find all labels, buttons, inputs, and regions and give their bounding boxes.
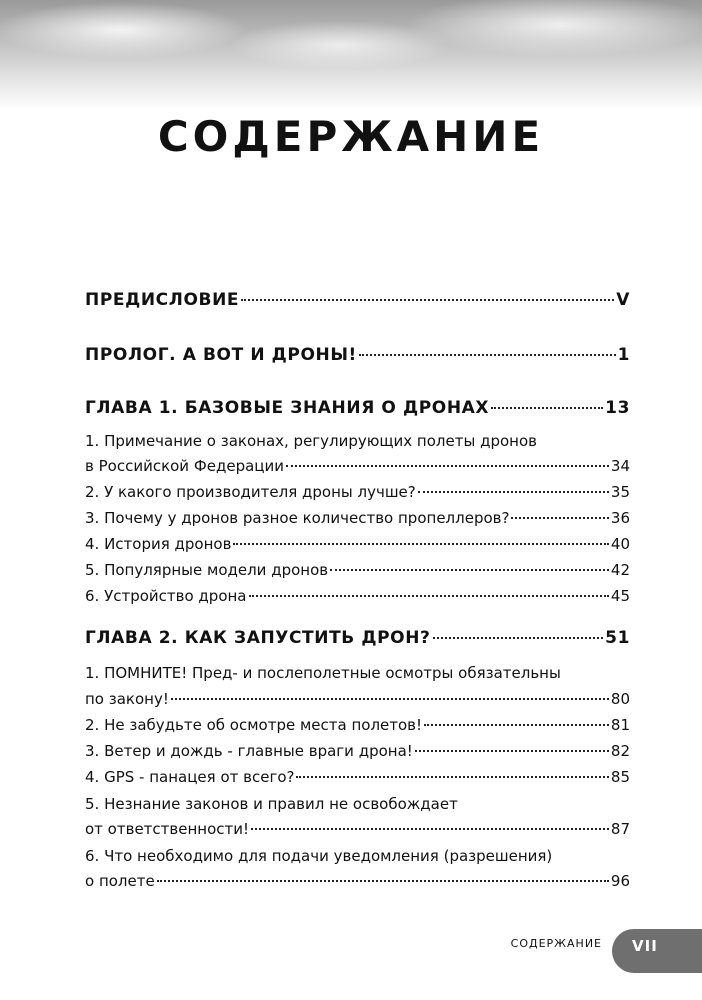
toc-entry-section[interactable] (85, 872, 630, 890)
toc-entry-section[interactable] (85, 509, 630, 527)
toc-entry-page: 87 (610, 820, 630, 838)
page-title: СОДЕРЖАНИЕ (157, 112, 545, 161)
dot-leader (241, 299, 614, 301)
toc-entry-title: о полете (85, 872, 155, 890)
toc-entry-section[interactable] (85, 587, 630, 605)
dot-leader (433, 637, 604, 639)
toc-entry-title: 5. Популярные модели дронов (85, 561, 329, 579)
toc-entry-section[interactable] (85, 820, 630, 838)
toc-entry-prologue[interactable] (85, 345, 630, 365)
dot-leader (233, 543, 608, 545)
toc-entry-preface[interactable] (85, 290, 630, 310)
toc-entry-page: 85 (610, 768, 630, 786)
toc-entry-section[interactable] (85, 457, 630, 475)
toc-entry-title: 2. У какого производителя дроны лучше? (85, 483, 416, 501)
toc-entry-title-line1: 5. Незнание законов и правил не освобождает (85, 795, 458, 813)
toc-entry-title: ГЛАВА 2. КАК ЗАПУСТИТЬ ДРОН? (85, 628, 431, 648)
dot-leader (171, 698, 609, 700)
toc-entry-title-line1: 1. ПОМНИТЕ! Пред- и послеполетные осмотры обязательны (85, 664, 561, 682)
toc-entry-page: 36 (610, 509, 630, 527)
toc-entry-title: ГЛАВА 1. БАЗОВЫЕ ЗНАНИЯ О ДРОНАХ (85, 398, 490, 418)
header-clouds-image (0, 0, 702, 110)
toc-entry-page: 96 (610, 872, 630, 890)
toc-entry-section[interactable] (85, 561, 630, 579)
toc-entry-section[interactable] (85, 535, 630, 553)
page-number: VII (632, 937, 658, 955)
toc-entry-section[interactable] (85, 742, 630, 760)
dot-leader (286, 465, 609, 467)
dot-leader (249, 595, 609, 597)
toc-entry-title: 4. История дронов (85, 535, 232, 553)
toc-entry-section[interactable] (85, 716, 630, 734)
dot-leader (251, 828, 609, 830)
toc-entry-page: 81 (610, 716, 630, 734)
toc-entry-page: 1 (617, 345, 630, 365)
dot-leader (418, 491, 609, 493)
dot-leader (415, 750, 609, 752)
toc-entry-page: V (616, 290, 630, 310)
dot-leader (330, 569, 609, 571)
toc-entry-title: от ответственности! (85, 820, 249, 838)
toc-entry-section[interactable] (85, 768, 630, 786)
toc-entry-page: 35 (610, 483, 630, 501)
toc-entry-page: 42 (610, 561, 630, 579)
toc-entry-page: 34 (610, 457, 630, 475)
toc-entry-page: 82 (610, 742, 630, 760)
running-footer-label: СОДЕРЖАНИЕ (510, 937, 602, 950)
dot-leader (424, 724, 609, 726)
toc-entry-title: 4. GPS - панацея от всего? (85, 768, 295, 786)
toc-entry-page: 40 (610, 535, 630, 553)
toc-entry-chapter-1[interactable] (85, 398, 630, 418)
toc-entry-title: 3. Почему у дронов разное количество пропеллеров? (85, 509, 510, 527)
toc-entry-title: в Российской Федерации (85, 457, 284, 475)
toc-entry-title: 6. Устройство дрона (85, 587, 247, 605)
dot-leader (359, 354, 616, 356)
dot-leader (511, 517, 608, 519)
dot-leader (157, 880, 609, 882)
toc-entry-title: по закону! (85, 690, 169, 708)
dot-leader (296, 776, 608, 778)
dot-leader (491, 407, 603, 409)
toc-entry-chapter-2[interactable] (85, 628, 630, 648)
toc-entry-title: ПРЕДИСЛОВИЕ (85, 290, 240, 310)
toc-entry-title-line1: 6. Что необходимо для подачи уведомления (разрешения) (85, 847, 553, 865)
toc-entry-page: 13 (605, 398, 630, 418)
toc-entry-page: 51 (605, 628, 630, 648)
toc-entry-page: 45 (610, 587, 630, 605)
toc-entry-section[interactable] (85, 483, 630, 501)
toc-entry-title-line1: 1. Примечание о законах, регулирующих полеты дронов (85, 432, 537, 450)
toc-entry-title: 3. Ветер и дождь - главные враги дрона! (85, 742, 413, 760)
toc-entry-title: 2. Не забудьте об осмотре места полетов! (85, 716, 423, 734)
toc-entry-page: 80 (610, 690, 630, 708)
toc-entry-section[interactable] (85, 690, 630, 708)
toc-entry-title: ПРОЛОГ. А ВОТ И ДРОНЫ! (85, 345, 357, 365)
